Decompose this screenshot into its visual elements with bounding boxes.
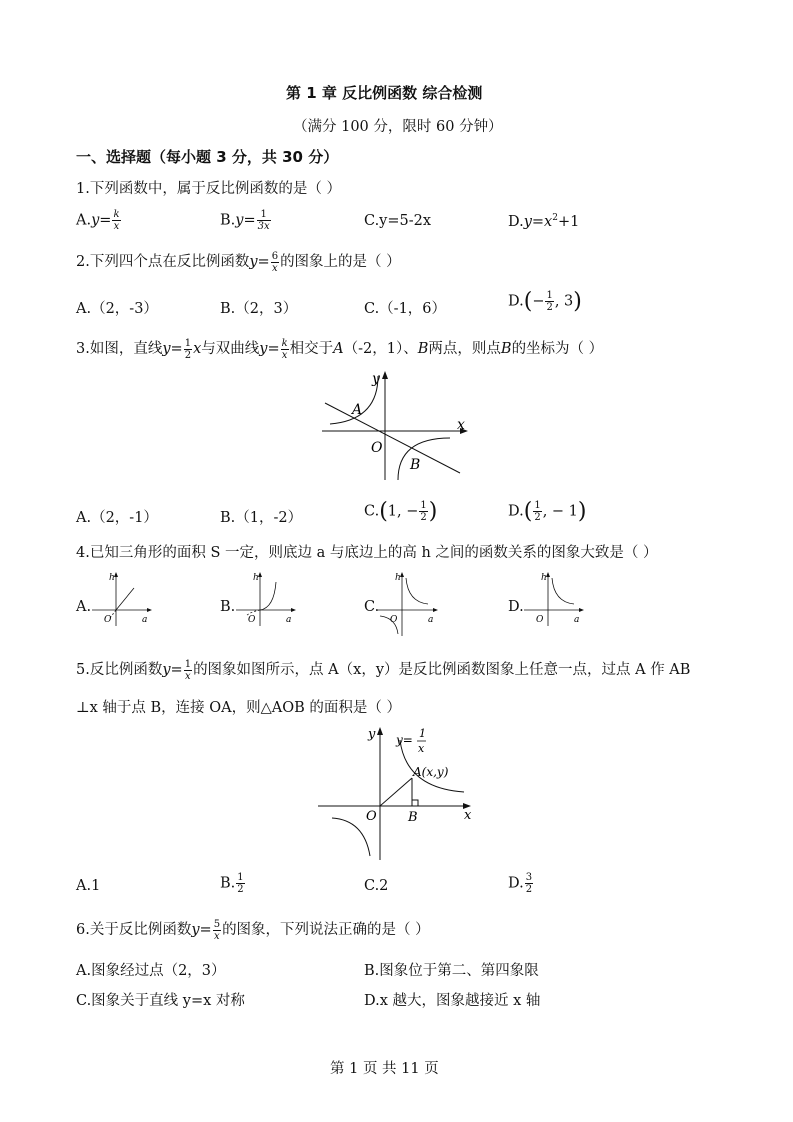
q4-b-h-label: h [253,573,259,583]
q4-option-b-label: B. [220,599,236,615]
q4-graph-d [524,570,586,628]
q5-option-c: C.2 [364,878,389,894]
q4-b-a-label: a [286,615,292,625]
q5-right-angle [412,800,418,806]
q4-d-a-label: a [574,615,580,625]
q6-option-b: B.图象位于第二、第四象限 [364,963,539,979]
q4-c-h-label: h [395,573,401,583]
q5-point-b-label: B [408,810,418,825]
q5-option-b: B. $\frac{1}{2}$ [220,872,244,895]
q4-stem: 4.已知三角形的面积 S 一定，则底边 a 与底边上的高 h 之间的函数关系的图象大致是（ ） [76,545,658,561]
q4-graph-b [236,570,298,628]
q3-hyperbola-lower [398,438,450,480]
q3-option-d: D.( $\frac{1}{2}$ , − 1) [508,499,587,524]
q6-option-c: C.图象关于直线 y=x 对称 [76,993,245,1009]
q5-option-a: A.1 [76,878,101,894]
q5-point-a-label: A(x,y) [413,765,449,779]
q4-a-h-label: h [109,573,115,583]
q4-option-c-label: C. [364,599,380,615]
q1-option-d: $D.y=x^2+1$ [508,213,580,230]
q5-hyperbola-lower [332,818,370,856]
q3-figure [320,368,480,483]
q3-stem: 3.如图，直线y= $\frac{1}{2}$ x与双曲线y= $\frac{k}{x}$ 相交于A（-2，1）、B两点，则点B的坐标为（ ） [76,337,604,361]
q3-point-b-label: B [410,457,421,473]
q4-a-a-label: a [142,615,148,625]
section-title: 一、选择题（每小题 3 分，共 30 分） [76,148,339,166]
q5-figure [316,722,478,864]
q5-y-label: y [368,727,376,742]
q5-stem-line1: 5.反比例函数y= $\frac{1}{x}$ 的图象如图所示，点 A（x，y）是反比例函数图象上任意一点，过点 A 作 AB [76,658,691,682]
q2-option-c: C.（-1，6） [364,301,447,317]
q4-d-origin-label: O [536,615,544,625]
q3-origin-label: O [371,440,383,456]
q4-option-a-label: A. [76,599,92,615]
q5-origin-label: O [366,809,377,824]
q3-point-a-label: A [352,402,363,418]
q3-x-label: x [457,417,465,433]
q3-option-c: C.(1, − $\frac{1}{2}$ ) [364,499,438,524]
q6-option-d: D.x 越大，图象越接近 x 轴 [364,993,541,1009]
q5-curve-label-den: x [418,742,425,755]
q1-option-b: B.y= $\frac{1}{3x}$ [220,209,270,232]
q4-graph-c [378,570,440,638]
q4-c-origin-label: O [390,615,398,625]
q5-curve-label-num: 1 [419,727,426,740]
page-title: 第 1 章 反比例函数 综合检测 [286,84,483,102]
page-subtitle: （满分 100 分，限时 60 分钟） [293,119,503,135]
q5-stem-line2: ⊥x 轴于点 B，连接 OA，则△AOB 的面积是（ ） [76,700,402,716]
q4-graph-a [92,570,154,628]
q2-option-a: A.（2，-3） [76,301,158,317]
q6-option-a: A.图象经过点（2，3） [76,963,226,979]
q4-option-d-label: D. [508,599,524,615]
q1-stem: 1.下列函数中，属于反比例函数的是（ ） [76,181,341,197]
q2-option-d: D.(− $\frac{1}{2}$ , 3) [508,289,582,314]
page-footer: 第 1 页 共 11 页 [330,1061,439,1077]
q5-segment-oa [380,778,412,806]
q3-option-a: A.（2，-1） [76,510,158,526]
q3-y-label: y [372,371,380,387]
q1-option-a: A.y= $\frac{k}{x}$ [76,209,120,232]
q4-d-h-label: h [541,573,547,583]
q2-option-b: B.（2，3） [220,301,298,317]
q2-stem: 2.下列四个点在反比例函数y= $\frac{6}{x}$ 的图象上的是（ ） [76,250,401,274]
q3-option-b: B.（1，-2） [220,510,303,526]
q5-x-label: x [464,808,472,823]
q4-a-origin-label: O [104,615,112,625]
q5-option-d: D. $\frac{3}{2}$ [508,872,533,895]
q6-stem: 6.关于反比例函数y= $\frac{5}{x}$ 的图象，下列说法正确的是（ ） [76,918,430,942]
q4-b-origin-label: O [248,615,256,625]
q4-c-a-label: a [428,615,434,625]
q1-option-c: C.y=5-2x [364,213,432,229]
q5-curve-label-var: y= [396,733,413,747]
